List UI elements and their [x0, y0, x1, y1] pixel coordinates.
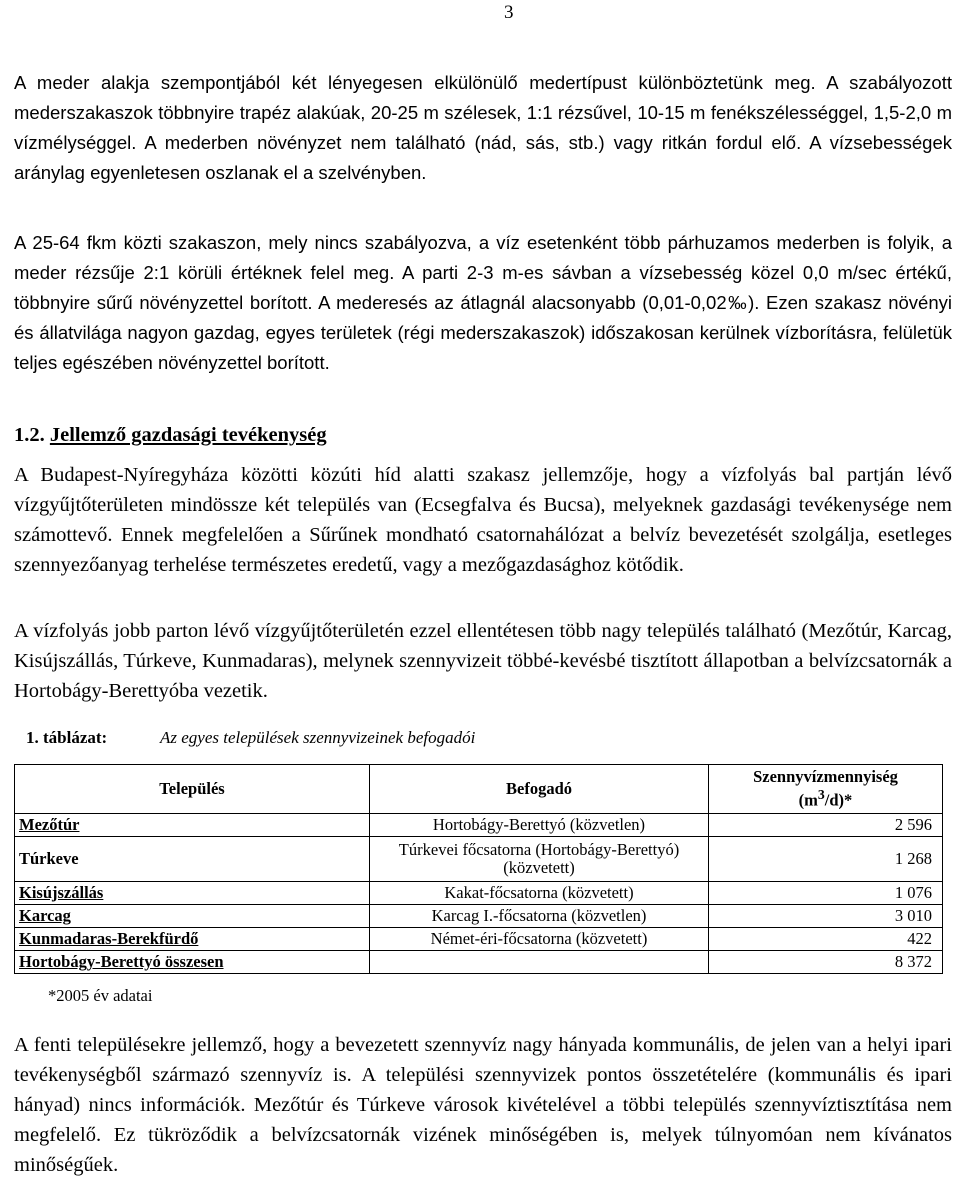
table-caption-label: 1. táblázat:	[26, 728, 108, 747]
row-recipient: Hortobágy-Berettyó (közvetlen)	[370, 814, 709, 837]
row-quantity: 2 596	[709, 814, 943, 837]
row-quantity: 8 372	[709, 951, 943, 974]
paragraph-unregulated-section: A 25-64 fkm közti szakaszon, mely nincs szabályozva, a víz esetenként több párhuzamos mederben is folyik, a meder rézsűje 2:1 körüli értéknek felel meg. A parti 2-3 m-es sávban a vízsebesség közel 0,0 m/sec értékű, többnyire sűrű növényzettel borított. A mederesés az átlagnál alacsonyabb (0,01-0,02‰). Ezen szakasz növényi és állatvilága nagyon gazdag, egyes területek (régi mederszakaszok) időszakosan kerülnek vízborításra, felületük teljes egészében növényzettel borított.	[14, 232, 952, 373]
table-header-row	[15, 765, 943, 814]
row-quantity: 3 010	[709, 905, 943, 928]
table-caption-title: Az egyes települések szennyvizeinek befogadói	[160, 728, 476, 747]
table-row	[15, 882, 943, 905]
table-total-row	[15, 951, 943, 974]
row-quantity: 1 268	[709, 837, 943, 882]
row-settlement: Mezőtúr	[15, 814, 370, 837]
paragraph-closing: A fenti településekre jellemző, hogy a bevezetett szennyvíz nagy hányada kommunális, de jelen van a helyi ipari tevékenységből származó szennyvíz is. A települési szennyvizek pontos összetételére (kommunális és ipari hányad) nincs információk. Mezőtúr és Túrkeve városok kivételével a többi település szennyvíztisztítása nem megfelelő. Ez tükröződik a belvízcsatornák vizének minőségében is, melyek túlnyomóan nem kívánatos minőségűek.	[14, 1034, 952, 1176]
paragraph-left-bank: A Budapest-Nyíregyháza közötti közúti híd alatti szakasz jellemzője, hogy a vízfolyás bal partján lévő vízgyűjtőterületen mindössze két település van (Ecsegfalva és Bucsa), melyeknek gazdasági tevékenysége nem számottevő. Ennek megfelelően a Sűrűnek mondható csatornahálózat a belvíz bevezetését szolgálja, esetleges szennyezőanyag terhelése természetes eredetű, vagy a mezőgazdasághoz kötődik.	[14, 464, 952, 576]
table-row	[15, 814, 943, 837]
wastewater-table	[14, 764, 943, 974]
header-quantity: Szennyvízmennyiség $(m^3/d)*$	[709, 765, 943, 814]
row-quantity: 1 076	[709, 882, 943, 905]
table-caption	[26, 728, 476, 748]
row-recipient: Német-éri-főcsatorna (közvetett)	[370, 928, 709, 951]
row-settlement: Karcag	[15, 905, 370, 928]
row-recipient	[370, 951, 709, 974]
row-settlement: Kunmadaras-Berekfürdő	[15, 928, 370, 951]
section-heading	[14, 424, 327, 447]
header-recipient: Befogadó	[370, 765, 709, 814]
row-recipient: Karcag I.-főcsatorna (közvetlen)	[370, 905, 709, 928]
table-footnote: *2005 év adatai	[48, 986, 153, 1005]
row-settlement: Hortobágy-Berettyó összesen	[15, 951, 370, 974]
paragraph-right-bank: A vízfolyás jobb parton lévő vízgyűjtőterületén ezzel ellentétesen több nagy település található (Mezőtúr, Karcag, Kisújszállás, Túrkeve, Kunmadaras), melynek szennyvizeit többé-kevésbé tisztított állapotban a belvízcsatornák a Hortobágy-Berettyóba vezetik.	[14, 620, 952, 702]
table-row	[15, 928, 943, 951]
row-recipient: Kakat-főcsatorna (közvetett)	[370, 882, 709, 905]
row-recipient: Túrkevei főcsatorna (Hortobágy-Berettyó) (közvetett)	[370, 837, 709, 882]
section-number: 1.2.	[14, 424, 45, 446]
table-row	[15, 905, 943, 928]
table-row	[15, 837, 943, 882]
row-quantity: 422	[709, 928, 943, 951]
row-settlement: Túrkeve	[15, 837, 370, 882]
row-settlement: Kisújszállás	[15, 882, 370, 905]
section-title: Jellemző gazdasági tevékenység	[49, 424, 327, 446]
page-number: 3	[504, 2, 514, 23]
paragraph-channel-types: A meder alakja szempontjából két lényegesen elkülönülő medertípust különböztetünk meg. A szabályozott mederszakaszok többnyire trapéz alakúak, 20-25 m szélesek, 1:1 rézsűvel, 10-15 m fenékszélességgel, 1,5-2,0 m vízmélységgel. A mederben növényzet nem található (nád, sás, stb.) vagy ritkán fordul elő. A vízsebességek aránylag egyenletesen oszlanak el a szelvényben.	[14, 72, 952, 183]
header-settlement: Település	[15, 765, 370, 814]
